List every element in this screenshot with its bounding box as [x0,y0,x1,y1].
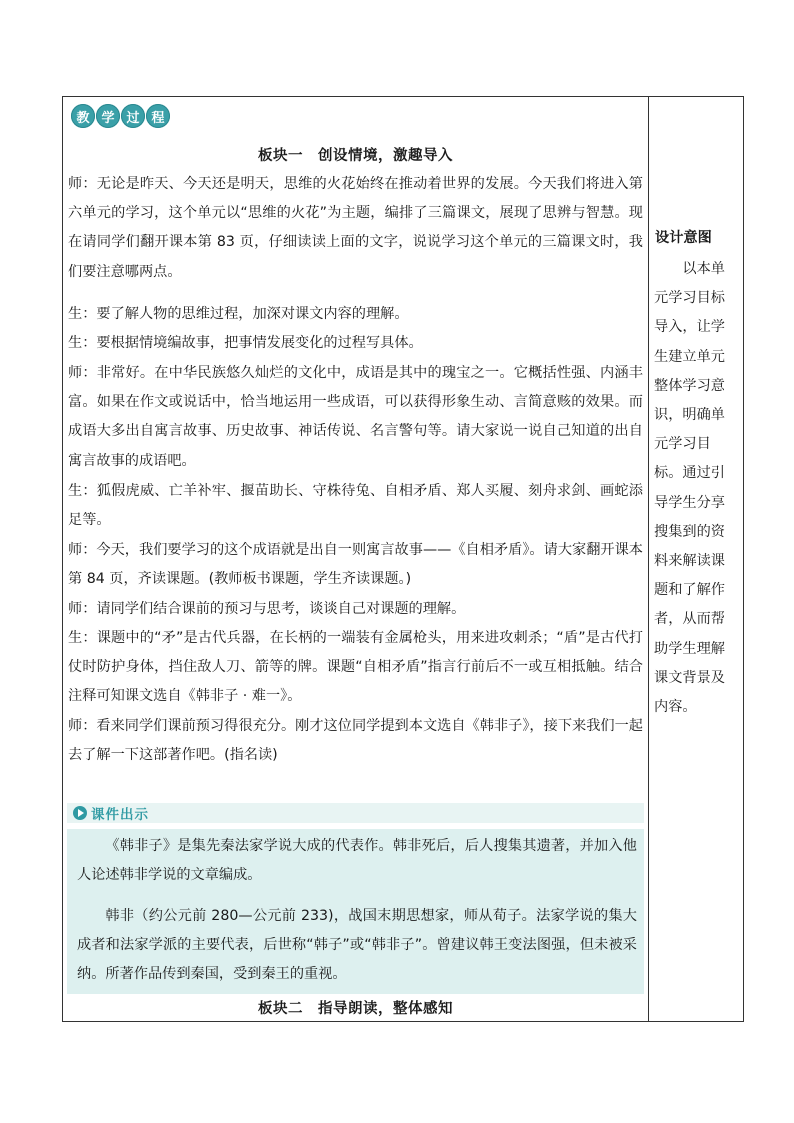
teaching-process-column [63,97,648,1021]
block1-title: 板块一 创设情境，激趣导入 [258,148,453,164]
dialogue-paragraph: 师：非常好。在中华民族悠久灿烂的文化中，成语是其中的瑰宝之一。它概括性强、内涵丰富。如果在作文或说话中，恰当地运用一些成语，可以获得形象生动、言简意赅的效果。而成语大多出自寓言故事、历史故事、神话传说、名言警句等。请大家说一说自己知道的出自寓言故事的成语吧。 [68,365,643,469]
lesson-table [62,96,744,1022]
badge-char: 教 [71,104,95,128]
design-intent-column [649,97,743,1021]
badge-char: 程 [146,104,170,128]
courseware-paragraph: 韩非（约公元前 280—公元前 233)，战国末期思想家，师从荀子。法家学说的集大成者和法家学派的主要代表，后世称“韩子”或“韩非子”。曾建议韩王变法图强，但未被采纳。所著作品传到秦国，受到秦王的重视。 [77,908,637,983]
courseware-box [67,829,644,994]
courseware-header [67,803,644,823]
dialogue-paragraph: 生：要根据情境编故事，把事情发展变化的过程写具体。 [68,335,423,351]
badge-char: 学 [96,104,120,128]
dialogue-paragraph: 师：看来同学们课前预习得很充分。刚才这位同学提到本文选自《韩非子》，接下来我们一起去了解一下这部著作吧。(指名读) [68,718,643,764]
courseware-label: 课件出示 [91,807,149,823]
design-intent-text: 以本单元学习目标导入，让学生建立单元整体学习意识，明确单元学习目标。通过引导学生分享搜集到的资料来解读课题和了解作者，从而帮助学生理解课文背景及内容。 [654,261,725,716]
block2-title: 板块二 指导朗读，整体感知 [258,1001,453,1017]
teaching-process-badge [71,104,170,128]
dialogue-paragraph: 生：课题中的“矛”是古代兵器，在长柄的一端装有金属枪头，用来进攻刺杀；“盾”是古代打仗时防护身体，挡住敌人刀、箭等的牌。课题“自相矛盾”指言行前后不一或互相抵触。结合注释可知课文选自《韩非子 · 难一》。 [68,630,643,705]
badge-char: 过 [121,104,145,128]
design-intent-title: 设计意图 [655,230,712,246]
dialogue-paragraph: 师：请同学们结合课前的预习与思考，谈谈自己对课题的理解。 [68,601,466,617]
dialogue-paragraph: 生：狐假虎威、亡羊补牢、揠苗助长、守株待兔、自相矛盾、郑人买履、刻舟求剑、画蛇添足等。 [68,483,643,529]
courseware-paragraph: 《韩非子》是集先秦法家学说大成的代表作。韩非死后，后人搜集其遗著，并加入他人论述韩非学说的文章编成。 [77,838,637,884]
dialogue-paragraph: 师：无论是昨天、今天还是明天，思维的火花始终在推动着世界的发展。今天我们将进入第六单元的学习，这个单元以“思维的火花”为主题，编排了三篇课文，展现了思辨与智慧。现在请同学们翻开课本第 83 页，仔细读读上面的文字，说说学习这个单元的三篇课文时，我们要注意哪两点。 [68,176,643,280]
play-icon [73,806,87,820]
dialogue-paragraph: 生：要了解人物的思维过程，加深对课文内容的理解。 [68,306,409,322]
dialogue-paragraph: 师：今天，我们要学习的这个成语就是出自一则寓言故事——《自相矛盾》。请大家翻开课本第 84 页，齐读课题。(教师板书课题，学生齐读课题。) [68,542,643,588]
